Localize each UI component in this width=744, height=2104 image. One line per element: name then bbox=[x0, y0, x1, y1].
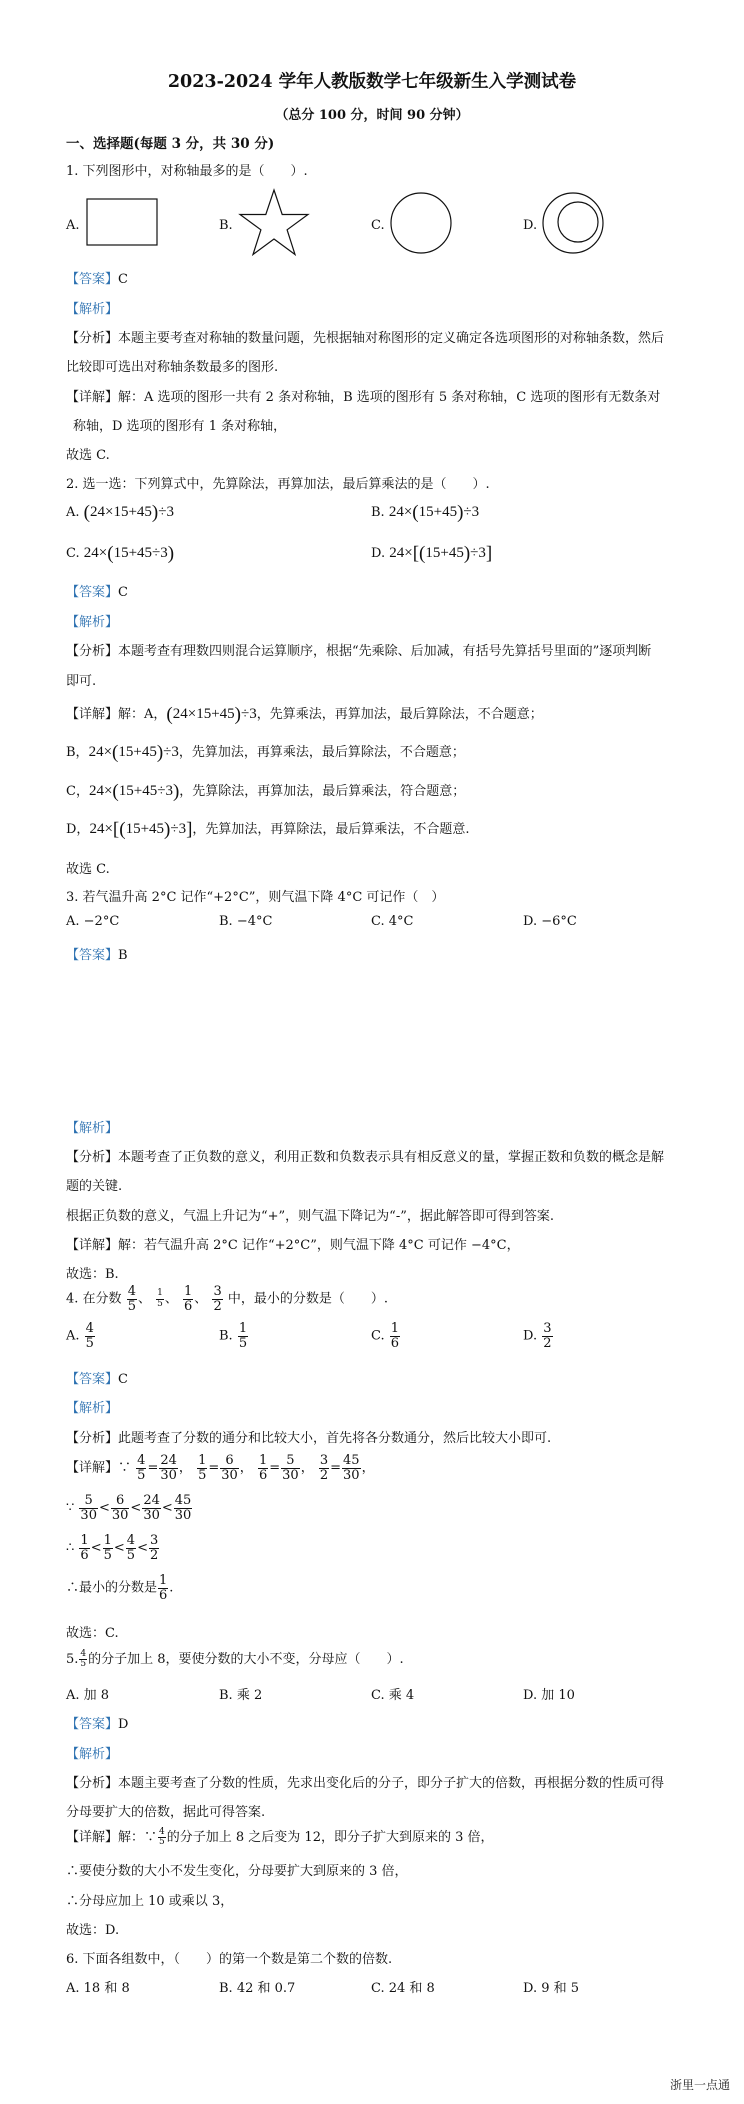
q2-analysis-tag: 【解析】 bbox=[66, 615, 119, 630]
q4-conclusion: 故选：C. bbox=[66, 1626, 119, 1641]
q6-stem: 6. 下面各组数中，（ ）的第一个数是第二个数的倍数. bbox=[66, 1952, 393, 1967]
q4-option-d: D. $\frac{3}{2}$ bbox=[523, 1321, 552, 1351]
q3-option-a: A. −2°C bbox=[66, 914, 120, 929]
q1-conclusion: 故选 C. bbox=[66, 448, 110, 463]
q5-option-c: C. 乘 4 bbox=[371, 1688, 415, 1703]
page-title: 2023-2024 学年人教版数学七年级新生入学测试卷 bbox=[167, 72, 577, 92]
q2-fenxi-1: 【分析】本题考查有理数四则混合运算顺序，根据“先乘除、后加减，有括号先算括号里面的”逐项判断 bbox=[66, 644, 652, 659]
q4-option-a: A. $\frac{4}{5}$ bbox=[66, 1321, 94, 1351]
q2-answer: 【答案】C bbox=[66, 585, 128, 600]
q2-option-d: D. 24×[(15+45)÷3] bbox=[371, 543, 493, 564]
q5-option-d: D. 加 10 bbox=[523, 1688, 575, 1703]
q4-smallest: ∴最小的分数是 $\frac{1}{6}$ . bbox=[66, 1573, 174, 1603]
q2-detail-b: B，24×(15+45)÷3，先算加法，再算乘法，最后算除法，不合题意； bbox=[66, 742, 465, 763]
q5-fenxi-1: 【分析】本题主要考查了分数的性质，先求出变化后的分子，即分子扩大的倍数，再根据分数的性质可得 bbox=[66, 1776, 665, 1791]
q2-option-a: A. (24×15+45)÷3 bbox=[66, 502, 174, 523]
q2-detail-a: 【详解】解：A，(24×15+45)÷3，先算乘法，再算加法，最后算除法，不合题意； bbox=[66, 704, 543, 725]
q2-option-b: B. 24×(15+45)÷3 bbox=[371, 502, 480, 523]
q6-option-d: D. 9 和 5 bbox=[523, 1981, 580, 1996]
circle-figure bbox=[389, 191, 453, 255]
q1-option-d: D. bbox=[523, 218, 538, 233]
q5-conclusion: 故选：D. bbox=[66, 1923, 120, 1938]
q1-stem: 1. 下列图形中，对称轴最多的是（ ）. bbox=[66, 164, 308, 179]
q3-option-b: B. −4°C bbox=[219, 914, 273, 929]
page-subtitle: （总分 100 分，时间 90 分钟） bbox=[275, 108, 469, 123]
fraction-4-5: $\frac{4}{5}$ bbox=[127, 1284, 136, 1314]
q5-detail: 【详解】解：∵ $\frac{4}{5}$ 的分子加上 8 之后变为 12，即分子扩大到原来的 3 倍， bbox=[66, 1826, 494, 1847]
q1-detail-1: 【详解】解：A 选项的图形一共有 2 条对称轴，B 选项的图形有 5 条对称轴，C 选项的图形有无数条对 bbox=[66, 390, 661, 405]
q4-option-b: B. $\frac{1}{5}$ bbox=[219, 1321, 248, 1351]
fraction-3-2: $\frac{3}{2}$ bbox=[213, 1284, 222, 1314]
q1-detail-2: 称轴，D 选项的图形有 1 条对称轴， bbox=[73, 419, 287, 434]
q3-option-c: C. 4°C bbox=[371, 914, 414, 929]
q1-fenxi-2: 比较即可选出对称轴条数最多的图形. bbox=[66, 360, 279, 375]
q1-answer: 【答案】C bbox=[66, 272, 128, 287]
q3-note: 根据正负数的意义，气温上升记为“+”，则气温下降记为“-”，据此解答即可得到答案. bbox=[66, 1209, 555, 1224]
q5-analysis-tag: 【解析】 bbox=[66, 1747, 119, 1762]
q4-analysis-tag: 【解析】 bbox=[66, 1401, 119, 1416]
q4-detail-compare-1: ∵ $\frac{5}{30}$ < $\frac{6}{30}$ < $\frac{24}{30}$ < $\frac{45}{30}$ bbox=[66, 1493, 192, 1523]
star-figure bbox=[238, 188, 310, 258]
rectangle-figure bbox=[86, 198, 158, 246]
q2-detail-d: D，24×[(15+45)÷3]，先算加法，再算除法，最后算乘法，不合题意. bbox=[66, 819, 470, 840]
q5-stem: 5. $\frac{4}{5}$ 的分子加上 8，要使分数的大小不变，分母应（ ）. bbox=[66, 1648, 404, 1669]
q6-option-a: A. 18 和 8 bbox=[66, 1981, 130, 1996]
q1-option-c: C. bbox=[371, 218, 385, 233]
q3-fenxi-1: 【分析】本题考查了正负数的意义，利用正数和负数表示具有相反意义的量，掌握正数和负数的概念是解 bbox=[66, 1150, 665, 1165]
fraction-1-5: $\frac{1}{5}$ bbox=[157, 1288, 163, 1309]
fraction-1-6: $\frac{1}{6}$ bbox=[184, 1284, 193, 1314]
q3-option-d: D. −6°C bbox=[523, 914, 577, 929]
footer-watermark: 浙里一点通 bbox=[669, 2078, 730, 2092]
q4-answer: 【答案】C bbox=[66, 1372, 128, 1387]
q5-line-3: ∴分母应加上 10 或乘以 3， bbox=[66, 1894, 234, 1909]
q1-option-b: B. bbox=[219, 218, 233, 233]
q2-conclusion: 故选 C. bbox=[66, 862, 110, 877]
q4-stem: 4. 在分数 $\frac{4}{5}$ 、 $\frac{1}{5}$ 、 $\frac{1}{6}$ 、 $\frac{3}{2}$ 中，最小的分数是（ ）. bbox=[66, 1284, 389, 1314]
q5-option-a: A. 加 8 bbox=[66, 1688, 110, 1703]
q3-fenxi-2: 题的关键. bbox=[66, 1179, 123, 1194]
section-heading: 一、选择题(每题 3 分，共 30 分) bbox=[66, 136, 275, 152]
nested-circles-figure bbox=[541, 191, 605, 255]
q3-detail: 【详解】解：若气温升高 2°C 记作“+2°C”，则气温下降 4°C 可记作 −4°C， bbox=[66, 1238, 520, 1253]
q2-option-c: C. 24×(15+45÷3) bbox=[66, 543, 175, 564]
q5-option-b: B. 乘 2 bbox=[219, 1688, 263, 1703]
q4-detail-compare-2: ∴ $\frac{1}{6}$ < $\frac{1}{5}$ < $\frac{4}{5}$ < $\frac{3}{2}$ bbox=[66, 1533, 159, 1563]
q6-option-c: C. 24 和 8 bbox=[371, 1981, 435, 1996]
q3-answer: 【答案】B bbox=[66, 948, 128, 963]
q5-line-2: ∴要使分数的大小不发生变化，分母要扩大到原来的 3 倍， bbox=[66, 1864, 408, 1879]
q1-fenxi-1: 【分析】本题主要考查对称轴的数量问题，先根据轴对称图形的定义确定各选项图形的对称轴条数，然后 bbox=[66, 331, 665, 346]
q1-analysis-tag: 【解析】 bbox=[66, 302, 119, 317]
q5-fenxi-2: 分母要扩大的倍数，据此可得答案. bbox=[66, 1805, 266, 1820]
q1-option-a: A. bbox=[66, 218, 80, 233]
q3-stem: 3. 若气温升高 2°C 记作“+2°C”，则气温下降 4°C 可记作（ ） bbox=[66, 890, 445, 905]
q4-detail-equations: 【详解】∵ $\frac{4}{5}$ = $\frac{24}{30}$ ， $\frac{1}{5}$ = $\frac{6}{30}$ ， $\frac{1}{6}$ = $\frac{5}{30}$ ， $\frac{3}{2}$ = $\frac{45}{30}$ ， bbox=[66, 1453, 375, 1483]
q5-answer: 【答案】D bbox=[66, 1717, 129, 1732]
q2-stem: 2. 选一选：下列算式中，先算除法，再算加法，最后算乘法的是（ ）. bbox=[66, 477, 490, 492]
q4-fenxi: 【分析】此题考查了分数的通分和比较大小，首先将各分数通分，然后比较大小即可. bbox=[66, 1431, 552, 1446]
q2-fenxi-2: 即可. bbox=[66, 674, 97, 689]
q6-option-b: B. 42 和 0.7 bbox=[219, 1981, 296, 1996]
q4-option-c: C. $\frac{1}{6}$ bbox=[371, 1321, 400, 1351]
q3-conclusion: 故选：B. bbox=[66, 1267, 119, 1282]
q3-analysis-tag: 【解析】 bbox=[66, 1121, 119, 1136]
q2-detail-c: C，24×(15+45÷3)，先算除法，再算加法，最后算乘法，符合题意； bbox=[66, 781, 466, 802]
